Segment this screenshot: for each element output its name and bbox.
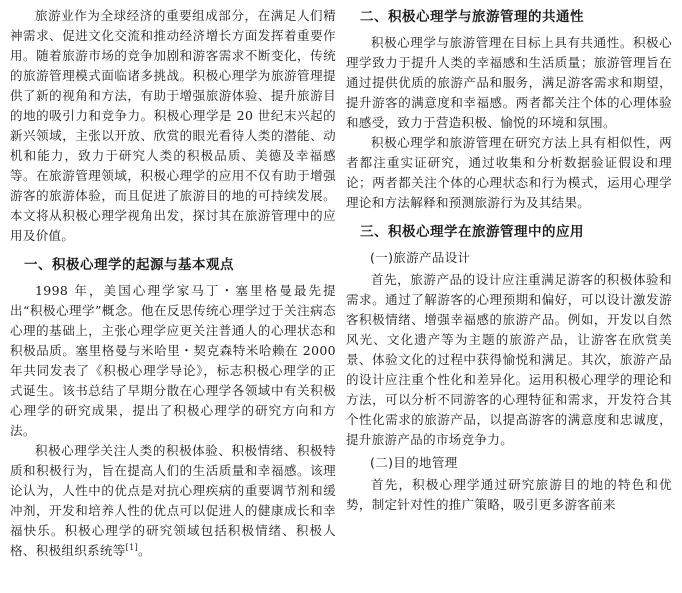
subsection-heading-destination: (二)目的地管理 [370,455,458,470]
section-heading-origin: 一、积极心理学的起源与基本观点 [24,257,234,273]
paragraph-product-design: 首先，旅游产品的设计应注重满足游客的积极体验和需求。通过了解游客的心理预期和偏好，可以设计激发游客积极情绪、增强幸福感的旅游产品。例如，开发以自然风光、文化遗产等为主题的旅游产品，让游客在欣赏美景、体验文化的过程中获得愉悦和满足。其次，旅游产品的设计应注重个性化和差异化。运用积极心理学的理论和方法，可以分析不同游客的心理特征和需求，开发符合其个性化需求的旅游产品，以提高游客的满意度和忠诚度，提升旅游产品的市场竞争力。 [346,272,672,447]
paragraph-destination: 首先，积极心理学通过研究旅游目的地的特色和优势，制定针对性的推广策略，吸引更多游客前来 [346,477,672,512]
paragraph-core-views-end: 。 [138,543,151,558]
left-column [10,6,336,561]
intro-paragraph: 旅游业作为全球经济的重要组成部分，在满足人们精神需求、促进文化交流和推动经济增长方面发挥着重要作用。随着旅游市场的竞争加剧和游客需求不断变化，传统的旅游管理模式面临诸多挑战。积极心理学为旅游管理提供了新的视角和方法，有助于增强旅游体验、提升旅游目的地的吸引力和竞争力。积极心理学是 20 世纪末兴起的新兴领域，主张以开放、欣赏的眼光看待人类的潜能、动机和能力，致力于研究人类的积极品质、美德及幸福感等。在旅游管理领域，积极心理学的应用不仅有助于增强游客的旅游体验，而且促进了旅游目的地的可持续发展。本文将从积极心理学视角出发，探讨其在旅游管理中的应用及价值。 [10,8,336,243]
paragraph-common-methods: 积极心理学和旅游管理在研究方法上具有相似性，两者都注重实证研究，通过收集和分析数据验证假设和理论；两者都关注个体的心理状态和行为模式，运用心理学理论和方法解释和预测旅游行为及其结果。 [346,135,672,210]
paragraph-common-goals: 积极心理学与旅游管理在目标上具有共通性。积极心理学致力于提升人类的幸福感和生活质量；旅游管理旨在通过提供优质的旅游产品和服务，满足游客需求和期望，提升游客的满意度和幸福感。两者都关注个体的心理体验和感受，致力于营造积极、愉悦的环境和氛围。 [346,35,672,130]
paragraph-core-views [10,441,336,561]
citation-marker: [1] [125,542,139,552]
section-heading-application: 三、积极心理学在旅游管理中的应用 [360,224,584,240]
paragraph-history: 1998 年，美国心理学家马丁・塞里格曼最先提出“积极心理学”概念。他在反思传统心理学过于关注病态心理的基础上，主张心理学应更关注普通人的心理状态和积极品质。塞里格曼与米哈里・契克森特米哈赖在 2000 年共同发表了《积极心理学导论》，标志积极心理学的正式诞生。该书总结了早期分散在心理学各领域中有关积极心理学的研究成果，提出了积极心理学的研究方向和方法。 [10,283,336,438]
paragraph-core-views-text: 积极心理学关注人类的积极体验、积极情绪、积极特质和积极行为，旨在提高人们的生活质量和幸福感。该理论认为，人性中的优点是对抗心理疾病的重要调节剂和缓冲剂，开发和培养人性的优点可以促进人的健康成长和幸福快乐。积极心理学的研究领域包括积极情绪、积极人格、积极组织系统等 [10,443,336,558]
right-column [346,6,672,515]
section-heading-commonality: 二、积极心理学与旅游管理的共通性 [360,9,584,25]
subsection-heading-product-design: (一)旅游产品设计 [370,250,471,265]
